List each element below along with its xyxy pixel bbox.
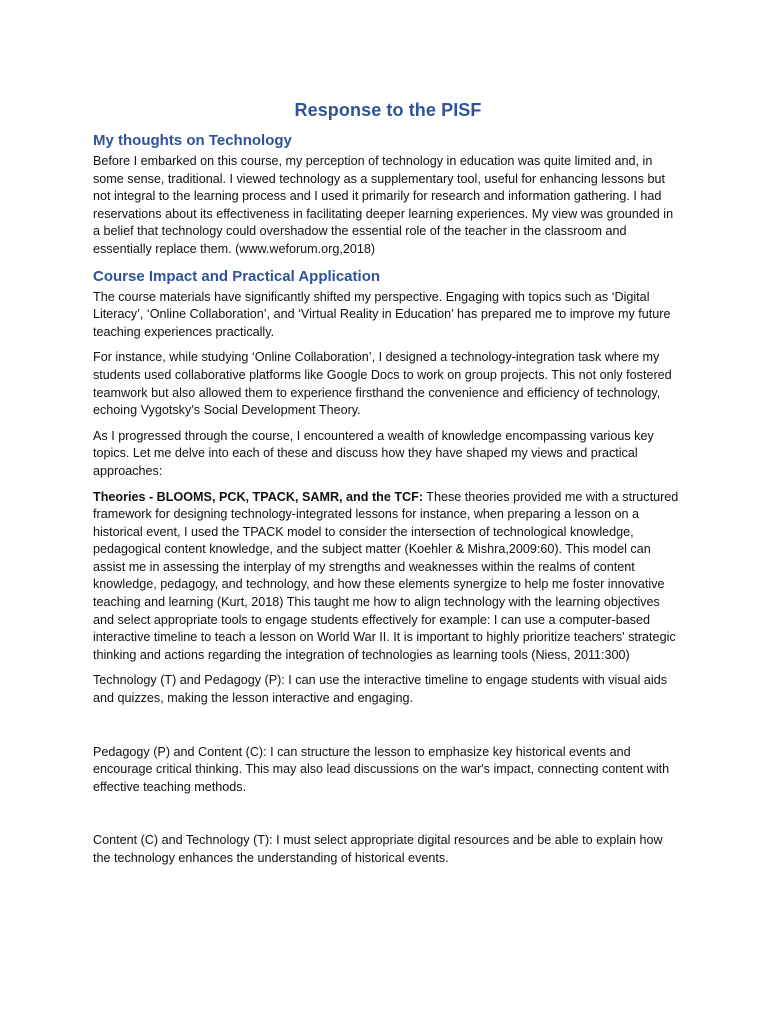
paragraph-theories [93,489,683,665]
paragraph-pc: Pedagogy (P) and Content (C): I can structure the lesson to emphasize key historical events and encourage critical thinking. This may also lead discussions on the war's impact, connecting content with effective teaching methods. [93,744,670,794]
paragraph: The course materials have significantly shifted my perspective. Engaging with topics such as ‘Digital Literacy’, ‘Online Collaboration’, and ‘Virtual Reality in Education’ has prepared me to improve my future teaching experiences practically. [93,289,671,339]
section-course-impact [93,267,683,868]
paragraph: For instance, while studying ‘Online Collaboration’, I designed a technology-integration task where my students used collaborative platforms like Google Docs to work on group projects. This not only fostered teamwork but also allowed them to experience firsthand the convenience and efficiency of technology, echoing Vygotsky’s Social Development Theory. [93,350,672,418]
theories-text: These theories provided me with a structured framework for designing technology-integrated lessons for instance, when preparing a lesson on a historical event, I used the TPACK model to consider the intersection of technological knowledge, pedagogical content knowledge, and the subject matter (Koehler & Mishra,2009:60). This model can assist me in assessing the interplay of my strengths and weaknesses within the realms of content knowledge, pedagogy, and technology, and how these elements synergize to help me foster innovative teaching and learning (Kurt, 2018) This taught me how to align technology with the learning objectives and select appropriate tools to engage students effectively for example: I can use a computer-based interactive timeline to teach a lesson on World War II. It is important to highly prioritize teachers' strategic thinking and actions regarding the integration of technologies as learning tools (Niess, 2011:300) [93,489,679,662]
document-page [93,100,683,876]
paragraph: Before I embarked on this course, my perception of technology in education was quite limited and, in some sense, traditional. I viewed technology as a supplementary tool, useful for enhancing lessons but not integral to the learning process and I used it primarily for research and information gathering. I had reservations about its effectiveness in facilitating deeper learning experiences. My view was grounded in a belief that technology could overshadow the essential role of the teacher in the classroom and essentially replace them. (www.weforum.org,2018) [93,154,674,256]
paragraph: As I progressed through the course, I encountered a wealth of knowledge encompassing various key topics. Let me delve into each of these and discuss how they have shaped my views and practical approaches: [93,428,654,478]
document-title: Response to the PISF [294,100,482,120]
paragraph-ct: Content (C) and Technology (T): I must select appropriate digital resources and be able to explain how the technology enhances the understanding of historical events. [93,833,663,865]
section-thoughts-on-technology [93,131,683,259]
section-heading: Course Impact and Practical Application [93,267,381,285]
section-heading: My thoughts on Technology [93,132,292,149]
paragraph-tp: Technology (T) and Pedagogy (P): I can use the interactive timeline to engage students with visual aids and quizzes, making the lesson interactive and engaging. [93,673,668,706]
theories-label: Theories - BLOOMS, PCK, TPACK, SAMR, and the TCF: [93,489,424,504]
